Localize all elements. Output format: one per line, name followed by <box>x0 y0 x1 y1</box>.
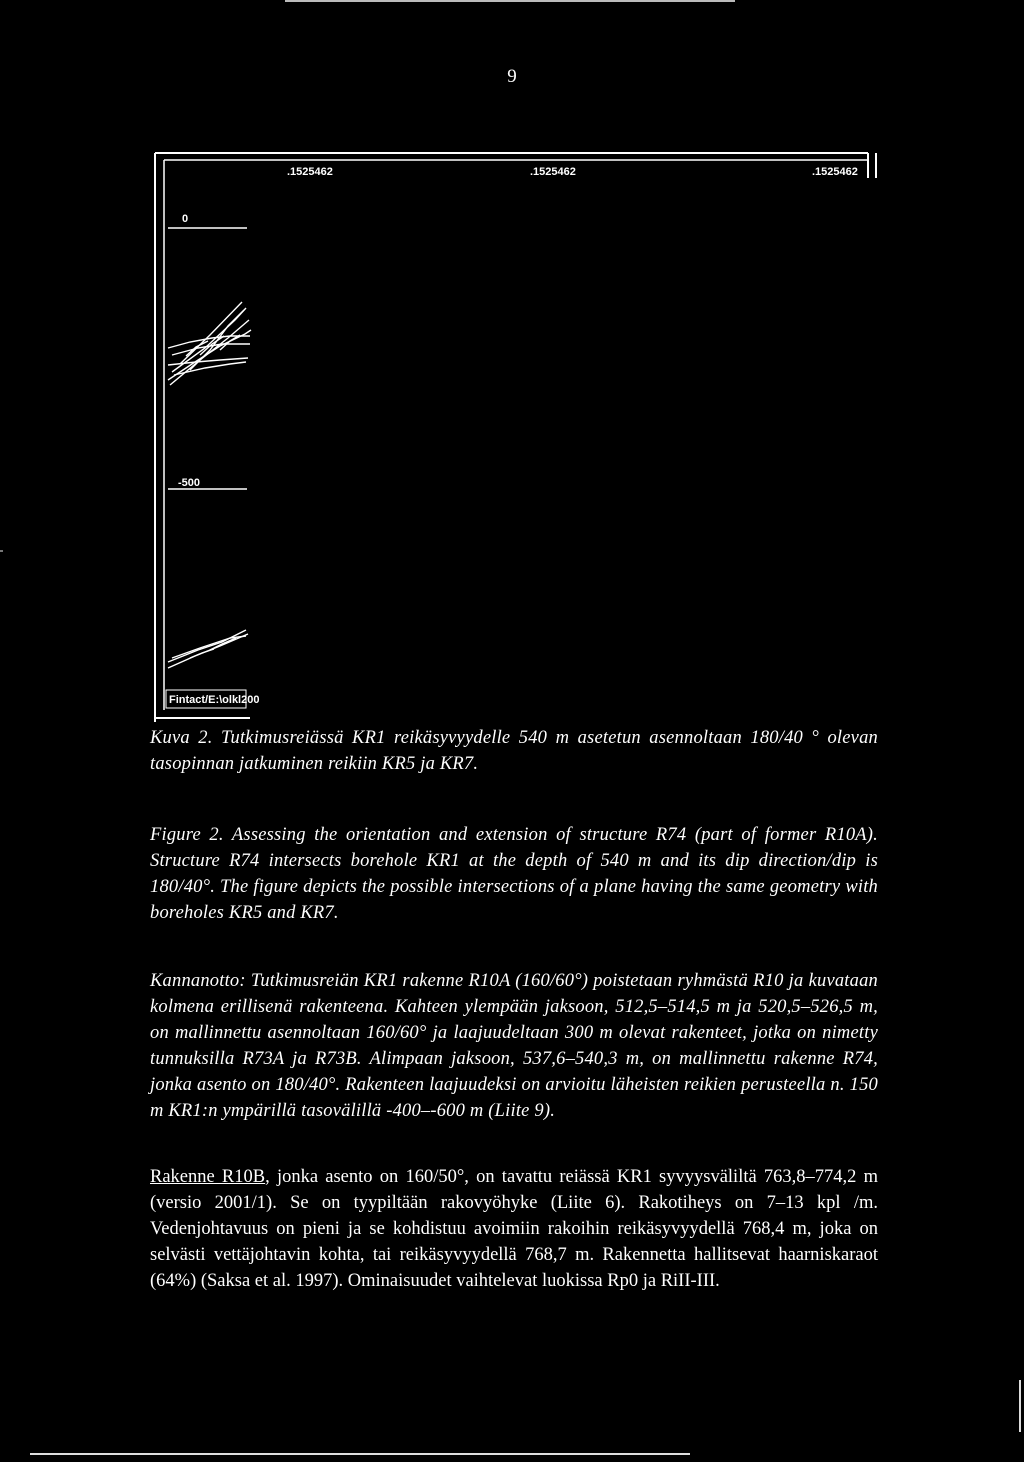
page-number: 9 <box>507 66 517 87</box>
scan-top-rule <box>285 0 735 2</box>
depth-label-minus-500: -500 <box>178 477 201 489</box>
top-coordinate-label-3: .1525462 <box>812 166 858 178</box>
structure-paragraph <box>150 1164 878 1294</box>
figure-caption-finnish: Kuva 2. Tutkimusreiässä KR1 reikäsyvyydelle 540 m asetetun asennoltaan 180/40 ° olevan tasopinnan jatkuminen reikiin KR5 ja KR7. <box>150 728 878 774</box>
figure-canvas <box>150 150 880 725</box>
structure-paragraph-text: , jonka asento on 160/50°, on tavattu reiässä KR1 syvyysväliltä 763,8–774,2 m (versio 2001/1). Se on tyypiltään rakovyöhyke (Liite 6). Rakotiheys on 7–13 kpl /m. Vedenjohtavuus on pieni ja se kohdistuu avoimiin rakoihin reikäsyvyydellä 768,4 m, joka on selvästi vettäjohtavin kohta, tai reikäsyvyydellä 768,7 m. Rakennetta hallitsevat haarniskaraot (64%) (Saksa et al. 1997). Ominaisuudet vaihtelevat luokissa Rp0 ja RiII-III. <box>150 1167 879 1291</box>
remark-paragraph: Kannanotto: Tutkimusreiän KR1 rakenne R10A (160/60°) poistetaan ryhmästä R10 ja kuvataan kolmena erillisenä rakenteena. Kahteen ylempään jaksoon, 512,5–514,5 m ja 520,5–526,5 m, on mallinnettu asennoltaan 160/60° ja laajuudeltaan 300 m olevat rakenteet, jotka on nimetty tunnuksilla R73A ja R73B. Alimpaan jaksoon, 537,6–540,3 m, on mallinnettu rakenne R74, jonka asento on 180/40°. Rakenteen laajuudeksi on arvioitu läheisten reikien perusteella n. 150 m KR1:n ympärillä tasovälillä -400–-600 m (Liite 9). <box>150 971 878 1121</box>
lower-plane-intersections <box>168 630 248 668</box>
upper-plane-intersections <box>168 302 251 385</box>
scan-left-mark <box>0 550 3 552</box>
borehole-figure <box>150 150 880 725</box>
scan-right-mark <box>1019 1380 1021 1432</box>
scan-bottom-rule <box>30 1453 690 1455</box>
top-coordinate-label-2: .1525462 <box>530 166 576 178</box>
top-coordinate-label-1: .1525462 <box>287 166 333 178</box>
figure-footer-label: Fintact/E:\olkl200 <box>169 694 260 706</box>
figure-caption-english: Figure 2. Assessing the orientation and extension of structure R74 (part of former R10A). Structure R74 intersects borehole KR1 at the depth of 540 m and its dip direction/dip is 180/40°. The figure depicts the possible intersections of a plane having the same geometry with boreholes KR5 and KR7. <box>150 825 878 923</box>
depth-label-0: 0 <box>182 213 189 225</box>
structure-paragraph-lead: Rakenne R10B <box>150 1167 266 1187</box>
